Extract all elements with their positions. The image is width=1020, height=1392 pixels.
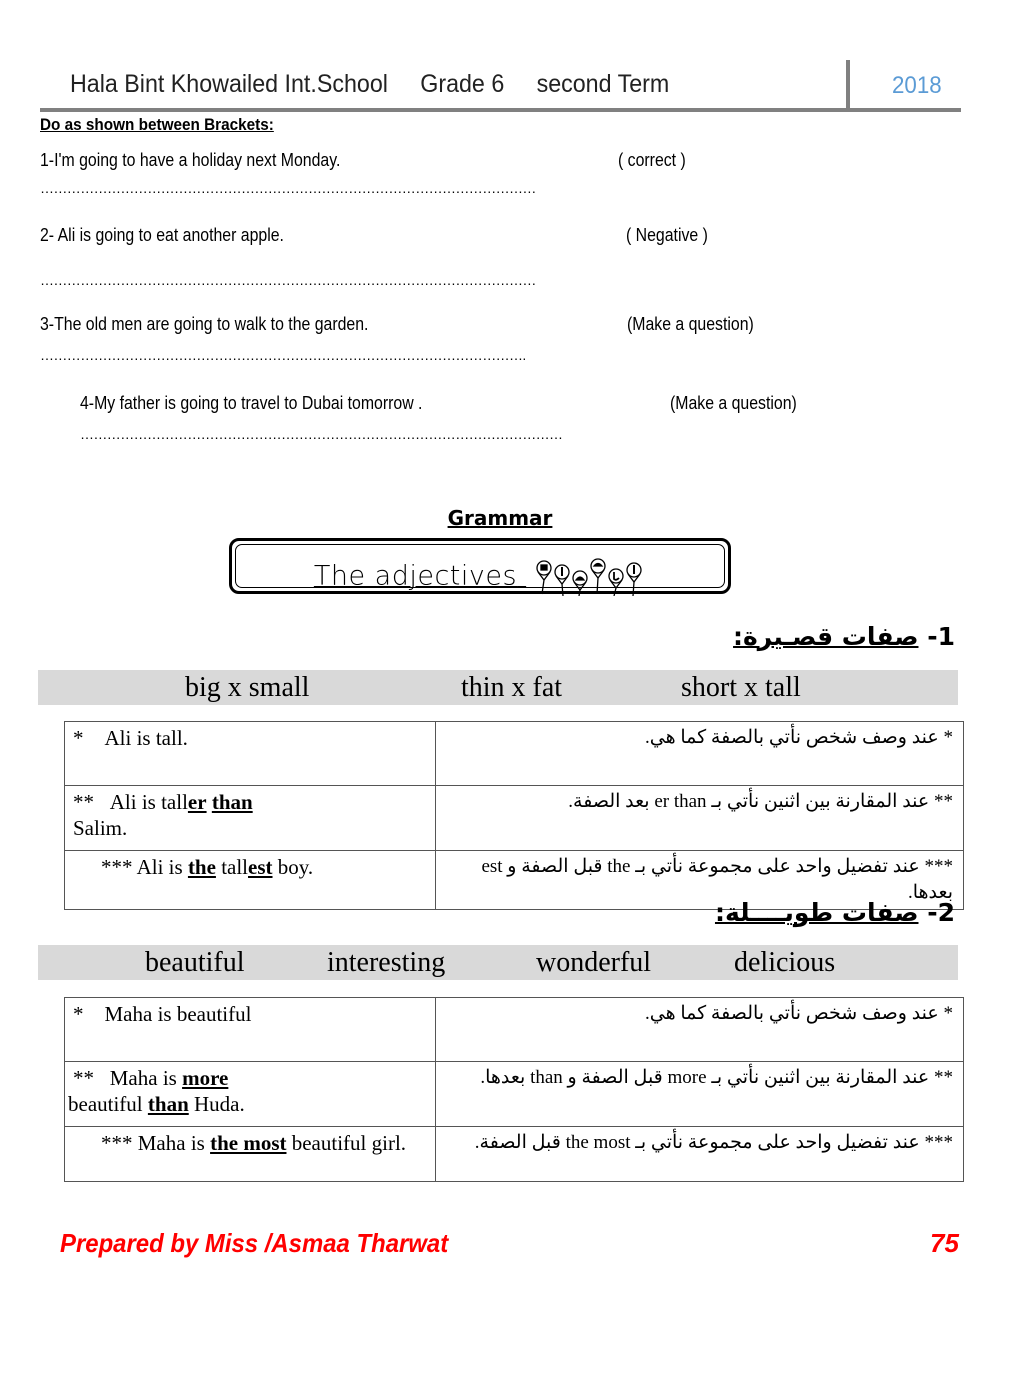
grade: Grade 6 (420, 70, 505, 98)
english-example (65, 1062, 436, 1127)
example-text: Ali is tall. (104, 726, 188, 750)
exercise-instruction: Do as shown between Brackets: (40, 115, 274, 134)
example-text: Salim. (73, 816, 128, 840)
example-text: Ali is (136, 855, 188, 879)
section-1-heading (733, 622, 955, 651)
rule-marker: ** (73, 790, 94, 814)
question-3-text: 3-The old men are going to walk to the garden. (40, 314, 369, 334)
arabic-rule: * عند وصف شخص نأتي بالصفة كما هي. (436, 998, 964, 1062)
example-word: thin x fat (461, 672, 563, 703)
example-word: interesting (327, 947, 446, 978)
section-2-number: 2- (927, 898, 955, 927)
keyword-highlight: more (182, 1066, 229, 1090)
page-number: 75 (930, 1228, 959, 1258)
section-2-title: صفات طويــــلة: (714, 898, 919, 927)
example-word: short x tall (681, 672, 801, 703)
question-4-answer-line: ……………………………………………………………………………………………… (80, 426, 563, 442)
english-example (65, 722, 436, 786)
example-text: Maha is (137, 1131, 211, 1155)
keyword-highlight: the most (210, 1131, 287, 1155)
english-example (65, 786, 436, 851)
example-word: big x small (185, 672, 310, 703)
question-1-answer-line: ………………………………………………………………………………………………… (40, 180, 536, 196)
keyword-highlight: the (187, 855, 216, 879)
rule-marker: * (73, 1002, 84, 1026)
example-word: wonderful (536, 947, 652, 978)
keyword-highlight: than (211, 790, 253, 814)
title-line (232, 558, 728, 596)
section-2-examples-band (38, 945, 958, 980)
author-credit: Prepared by Miss /Asmaa Tharwat (60, 1228, 449, 1258)
example-word: beautiful (145, 947, 245, 978)
question-2-text: 2- Ali is going to eat another apple. (40, 225, 284, 245)
example-text: tall (215, 855, 249, 879)
question-2-bracket: ( Negative ) (626, 225, 708, 245)
arabic-rule: * عند وصف شخص نأتي بالصفة كما هي. (436, 722, 964, 786)
question-3-bracket: (Make a question) (627, 314, 754, 334)
suffix-highlight: er (187, 790, 207, 814)
arabic-rule: *** عند تفضيل واحد على مجموعة نأتي بـ the most قبل الصفة. (436, 1127, 964, 1182)
header-rule (40, 108, 961, 112)
english-example (65, 851, 436, 910)
arabic-rule: ** عند المقارنة بين اثنين نأتي بـ er than بعد الصفة. (436, 786, 964, 851)
question-4-text: 4-My father is going to travel to Dubai tomorrow . (80, 393, 423, 413)
arabic-rule: *** عند تفضيل واحد على مجموعة نأتي بـ the قبل الصفة و est بعدها. (436, 851, 964, 910)
example-text: beautiful girl. (286, 1131, 407, 1155)
title-box (229, 538, 731, 594)
example-word: delicious (734, 947, 836, 978)
english-example (65, 998, 436, 1062)
section-1-examples-band (38, 670, 958, 705)
keyword-highlight: than (147, 1092, 189, 1116)
rule-marker: * (73, 726, 84, 750)
term: second Term (536, 70, 670, 98)
example-text: Ali is tall (109, 790, 188, 814)
example-text: Maha is (109, 1066, 183, 1090)
question-2-answer-line: ………………………………………………………………………………………………… (40, 272, 536, 288)
table-row (65, 1062, 964, 1127)
suffix-highlight: est (248, 855, 273, 879)
rule-marker: *** (101, 855, 133, 879)
section-2-rules-table (64, 997, 964, 1182)
example-text: boy. (272, 855, 314, 879)
balloon-letters-icon (534, 558, 646, 596)
title-text: The adjectives (313, 560, 518, 592)
example-text: Huda. (188, 1092, 245, 1116)
question-1-text: 1-I'm going to have a holiday next Monday. (40, 150, 341, 170)
table-row (65, 786, 964, 851)
header-divider (846, 60, 850, 112)
rule-marker: *** (101, 1131, 133, 1155)
rule-marker: ** (73, 1066, 94, 1090)
section-1-rules-table (64, 721, 964, 910)
table-row (65, 998, 964, 1062)
year: 2018 (892, 72, 942, 99)
example-text: beautiful (68, 1092, 148, 1116)
english-example (65, 1127, 436, 1182)
section-1-number: 1- (927, 622, 955, 651)
question-3-answer-line: ………………………………………………………………………………………………. (40, 347, 526, 363)
document-header (70, 70, 669, 99)
section-1-title: صفات قصـيرة: (733, 622, 919, 651)
grammar-heading: Grammar (447, 506, 553, 530)
arabic-rule: ** عند المقارنة بين اثنين نأتي بـ more قبل الصفة و than بعدها. (436, 1062, 964, 1127)
table-row (65, 722, 964, 786)
example-text: Maha is beautiful (104, 1002, 252, 1026)
section-2-heading (715, 898, 955, 927)
table-row (65, 1127, 964, 1182)
question-4-bracket: (Make a question) (670, 393, 797, 413)
question-1-bracket: ( correct ) (618, 150, 686, 170)
school-name: Hala Bint Khowailed Int.School (70, 70, 388, 98)
